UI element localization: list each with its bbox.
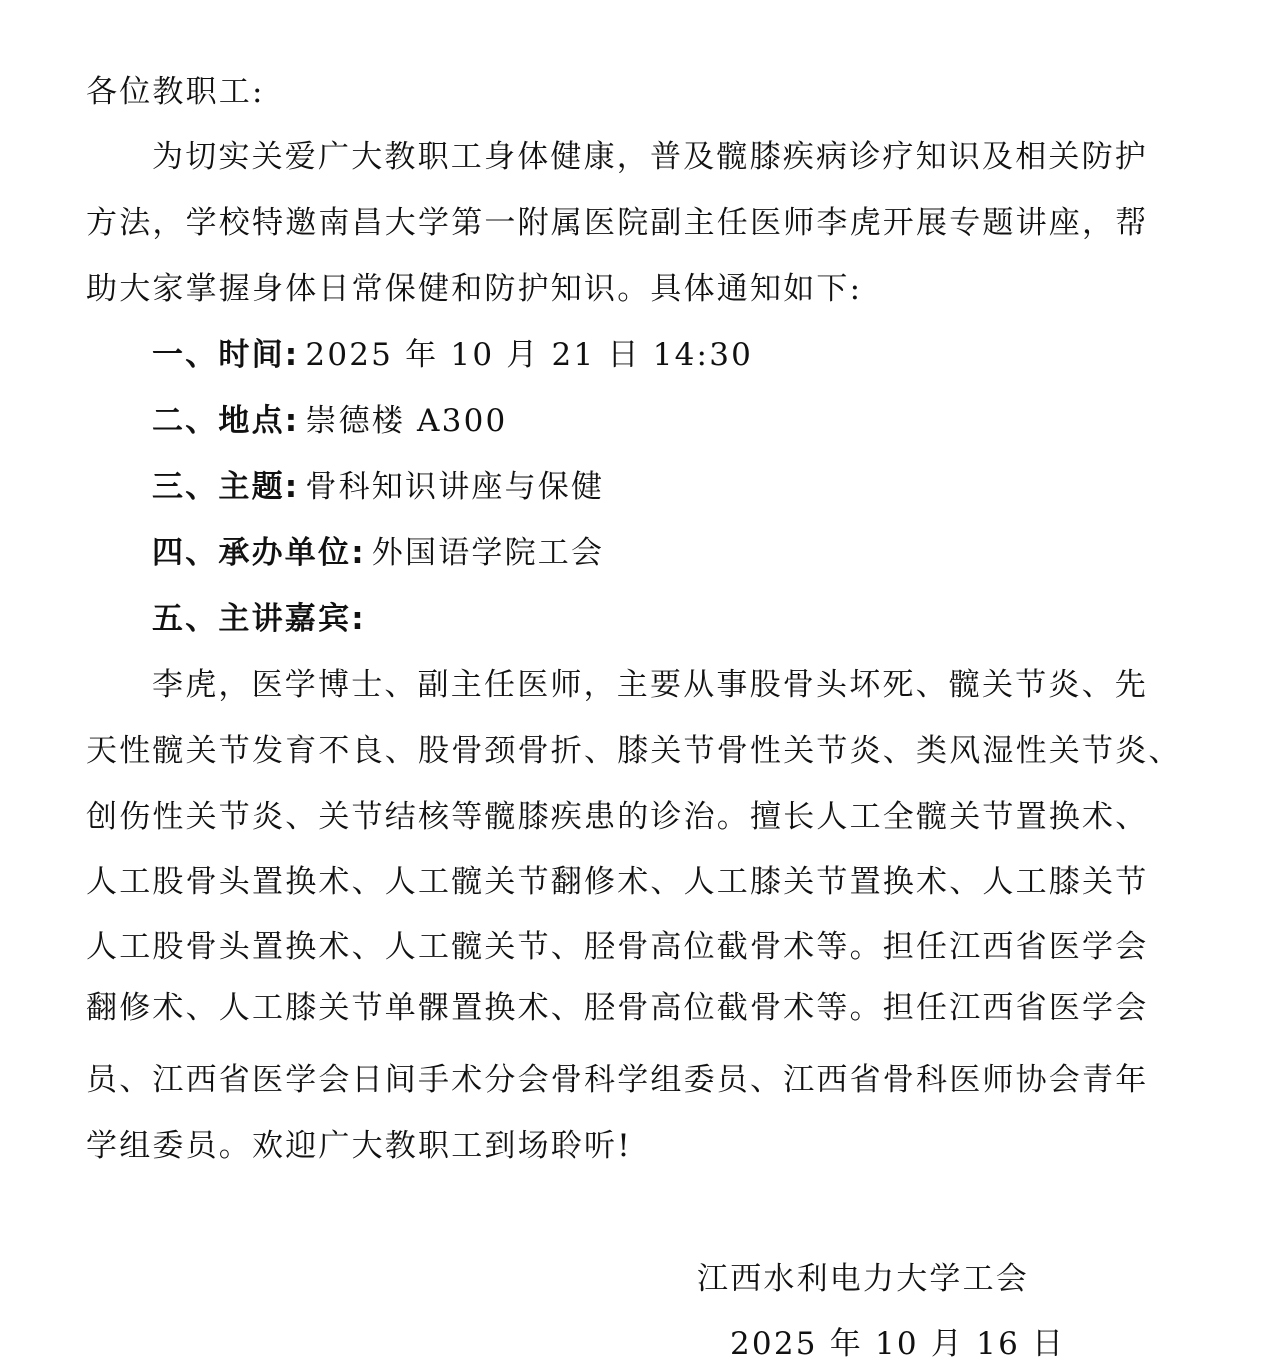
greeting: 各位教职工: — [86, 74, 265, 110]
item-time-value: 2025 年 10 月 21 日 14:30 — [305, 337, 754, 373]
item-topic-value: 骨科知识讲座与保健 — [305, 469, 605, 505]
bio-line-4: 人工股骨头置换术、人工髋关节翻修术、人工膝关节置换术、人工膝关节 — [86, 864, 1149, 900]
item-time — [152, 335, 753, 375]
bio-line-2: 天性髋关节发育不良、股骨颈骨折、膝关节骨性关节炎、类风湿性关节炎、 — [86, 733, 1182, 769]
bio-line-6: 翻修术、人工膝关节单髁置换术、胫骨高位截骨术等。担任江西省医学会 — [86, 990, 1149, 1026]
item-organizer-value: 外国语学院工会 — [371, 535, 605, 571]
bio-line-8: 学组委员。欢迎广大教职工到场聆听! — [86, 1128, 632, 1164]
item-location-label: 二、地点: — [152, 403, 300, 439]
signature-date: 2025 年 10 月 16 日 — [730, 1326, 1066, 1362]
bio-line-7: 员、江西省医学会日间手术分会骨科学组委员、江西省骨科医师协会青年 — [86, 1062, 1149, 1098]
bio-line-1: 李虎，医学博士、副主任医师，主要从事股骨头坏死、髋关节炎、先 — [152, 667, 1148, 703]
item-topic — [152, 467, 604, 507]
bio-line-5: 人工股骨头置换术、人工髋关节、胫骨高位截骨术等。担任江西省医学会 — [86, 929, 1149, 965]
item-location-value: 崇德楼 A300 — [305, 403, 508, 439]
intro-line-1: 为切实关爱广大教职工身体健康，普及髋膝疾病诊疗知识及相关防护 — [152, 139, 1148, 175]
item-speaker — [152, 599, 366, 639]
item-organizer-label: 四、承办单位: — [152, 535, 366, 571]
item-time-label: 一、时间: — [152, 337, 300, 373]
signature-org: 江西水利电力大学工会 — [697, 1261, 1029, 1297]
item-speaker-label: 五、主讲嘉宾: — [152, 601, 366, 637]
item-topic-label: 三、主题: — [152, 469, 300, 505]
item-location — [152, 401, 507, 441]
item-organizer — [152, 533, 604, 573]
bio-line-3: 创伤性关节炎、关节结核等髋膝疾患的诊治。擅长人工全髋关节置换术、 — [86, 799, 1149, 835]
intro-line-3: 助大家掌握身体日常保健和防护知识。具体通知如下: — [86, 271, 863, 307]
intro-line-2: 方法，学校特邀南昌大学第一附属医院副主任医师李虎开展专题讲座，帮 — [86, 205, 1149, 241]
